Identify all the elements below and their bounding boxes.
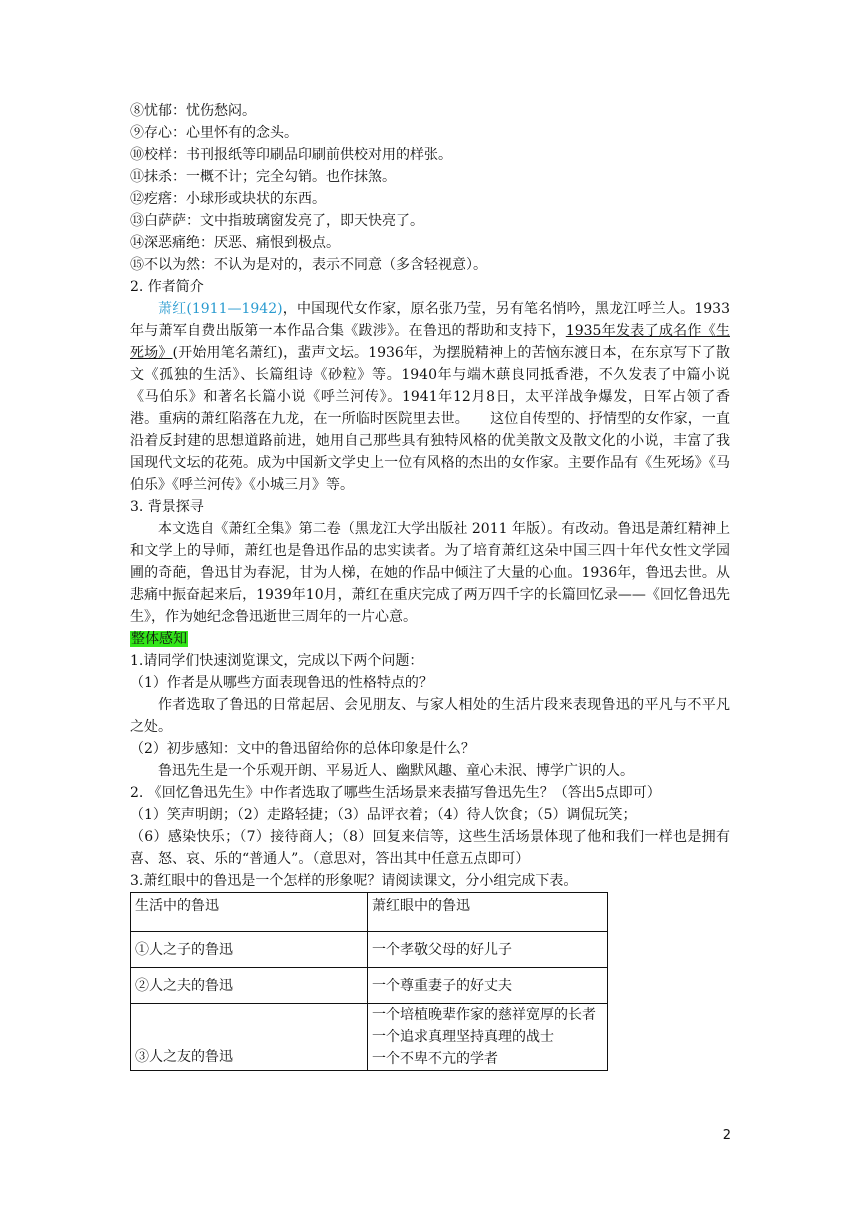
answer-1b: 鲁迅先生是一个乐观开朗、平易近人、幽默风趣、童心未泯、博学广识的人。 [158,763,634,779]
author-paragraph [130,298,730,496]
note-item: ⑪抹杀：一概不计；完全勾销。也作抹煞。 [130,169,396,185]
table-row [131,932,608,968]
overall-badge-line [130,628,730,650]
page-content [130,100,730,1071]
author-text-1: ，中国现代女作家，原名张乃莹，另有笔名悄吟，黑龙江呼兰人。1933年与萧军自费出版第一本作品合集《跋涉》。在鲁迅的帮助和支持下， [130,301,730,339]
answer-2-line-2: （6）感染快乐；（7）接待商人；（8）回复来信等，这些生活场景体现了他和我们一样也是拥有喜、怒、哀、乐的“普通人”。（意思对，答出其中任意五点即可） [130,829,730,867]
table-cell: 一个孝敬父母的好儿子 [368,932,608,968]
table-cell-line: 一个追求真理坚持真理的战士 [372,1029,554,1045]
background-heading: 3. 背景探寻 [130,499,204,515]
question-1: 1.请同学们快速浏览课文，完成以下两个问题： [130,653,424,669]
table-row [131,1004,608,1071]
table-cell: ③人之友的鲁迅 [131,1004,368,1071]
author-text-2: (开始用笔名萧红)，蜚声文坛。1936年，为摆脱精神上的苦恼东渡日本，在东京写下了散文《孤独的生活》、长篇组诗《砂粒》等。1940年与端木蕻良同抵香港，不久发表了中篇小说《马伯乐》和著名长篇小说《呼兰河传》。1941年12月8日，太平洋战争爆发，日军占领了香港。重病的萧红陷落在九龙，在一所临时医院里去世。 这位自传型的、抒情型的女作家，一直沿着反封建的思想道路前进，她用自己那些具有独特风格的优美散文及散文化的小说，丰富了我国现代文坛的花苑。成为中国新文学史上一位有风格的杰出的女作家。主要作品有《生死场》《马伯乐》《呼兰河传》《小城三月》等。 [130,345,730,493]
table-cell: 一个尊重妻子的好丈夫 [368,968,608,1004]
question-2: 2. 《回忆鲁迅先生》中作者选取了哪些生活场景来表描写鲁迅先生？（答出5点即可） [130,785,661,801]
overall-badge: 整体感知 [131,631,187,647]
table-cell-line: 一个不卑不亢的学者 [372,1051,498,1067]
table-cell: ①人之子的鲁迅 [131,932,368,968]
table-cell-line: 一个培植晚辈作家的慈祥宽厚的长者 [372,1007,596,1023]
table-cell-multiline [368,1004,608,1071]
table-cell: ②人之夫的鲁迅 [131,968,368,1004]
background-paragraph: 本文选自《萧红全集》第二卷（黑龙江大学出版社 2011 年版）。有改动。鲁迅是萧红精神上和文学上的导师，萧红也是鲁迅作品的忠实读者。为了培育萧红这朵中国三四十年代女性文学园圃的奇葩，鲁迅甘为春泥，甘为人梯，在她的作品中倾注了大量的心血。1936年，鲁迅去世。从悲痛中振奋起来后，1939年10月，萧红在重庆完成了两万四千字的长篇回忆录——《回忆鲁迅先生》，作为她纪念鲁迅逝世三周年的一片心意。 [130,521,730,625]
table-header-cell: 萧红眼中的鲁迅 [368,893,608,932]
answer-2-line-1: （1）笑声明朗；（2）走路轻捷；（3）品评衣着；（4）待人饮食；（5）调侃玩笑； [130,807,637,823]
author-underlined: 1935年发表了成名作《生死场》 [130,323,730,361]
table-header-row [131,893,608,932]
notes-list [130,100,730,276]
luxun-table [130,892,608,1071]
note-item: ⑮不以为然：不认为是对的，表示不同意（多含轻视意）。 [130,257,487,273]
note-item: ⑬白萨萨：文中指玻璃窗发亮了，即天快亮了。 [130,213,424,229]
table-header-cell: 生活中的鲁迅 [131,893,368,932]
note-item: ⑭深恶痛绝：厌恶、痛恨到极点。 [130,235,340,251]
note-item: ⑫疙瘩：小球形或块状的东西。 [130,191,326,207]
author-heading: 2. 作者简介 [130,279,204,295]
note-item: ⑧忧郁：忧伤愁闷。 [130,103,256,119]
answer-1a: 作者选取了鲁迅的日常起居、会见朋友、与家人相处的生活片段来表现鲁迅的平凡与不平凡之处。 [130,697,730,735]
note-item: ⑨存心：心里怀有的念头。 [130,125,298,141]
table-row [131,968,608,1004]
question-3: 3.萧红眼中的鲁迅是一个怎样的形象呢？请阅读课文，分小组完成下表。 [130,873,578,889]
page-number: 2 [722,1128,731,1143]
question-1b: （2）初步感知：文中的鲁迅留给你的总体印象是什么？ [130,741,475,757]
note-item: ⑩校样：书刊报纸等印刷品印刷前供校对用的样张。 [130,147,452,163]
author-link[interactable]: 萧红(1911—1942) [158,301,283,317]
question-1a: （1）作者是从哪些方面表现鲁迅的性格特点的？ [130,675,433,691]
